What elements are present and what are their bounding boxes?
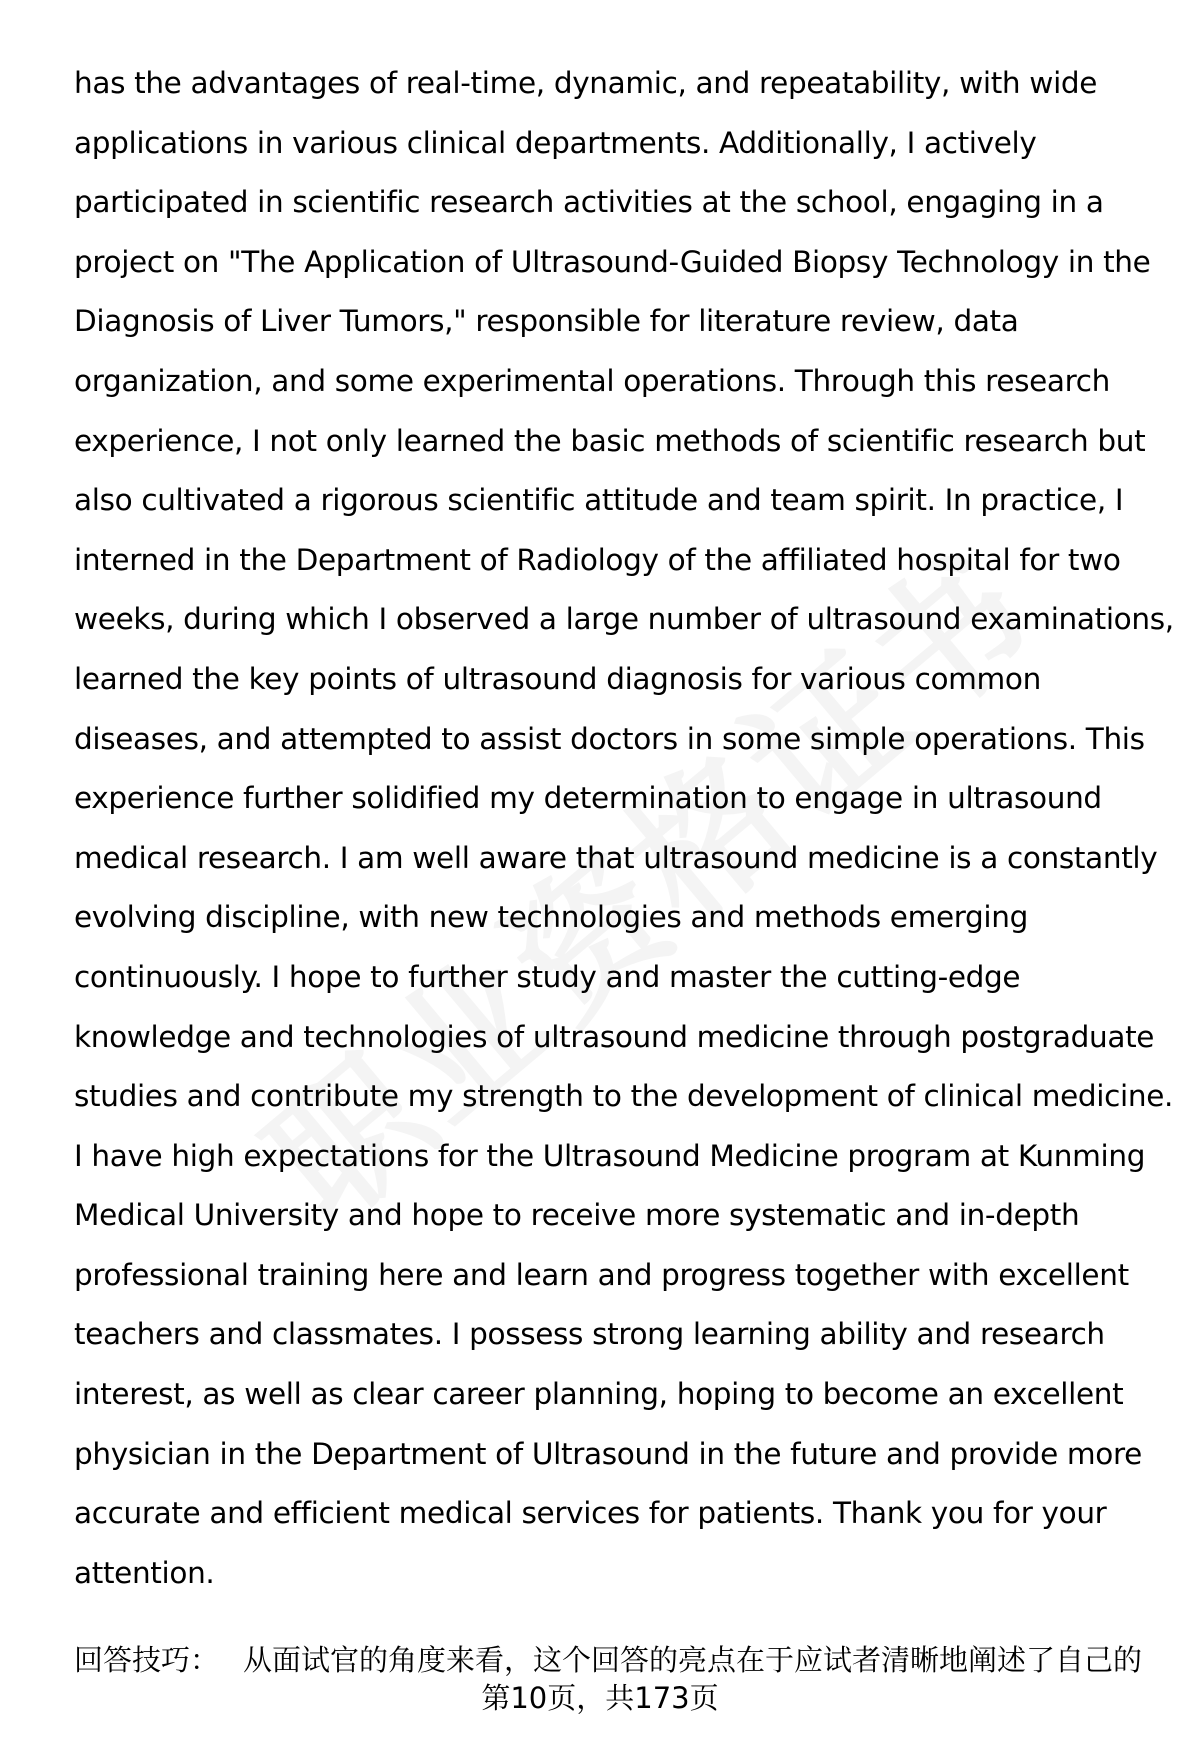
text-line: experience, I not only learned the basic methods of scientific research but: [74, 423, 1146, 458]
tip-text: 从面试官的角度来看，这个回答的亮点在于应试者清晰地阐述了自己的: [243, 1643, 1143, 1677]
text-line: teachers and classmates. I possess strong learning ability and research: [74, 1317, 1105, 1352]
tip-label: 回答技巧：: [74, 1643, 220, 1677]
text-line: Diagnosis of Liver Tumors," responsible for literature review, data: [74, 304, 1019, 339]
text-line: experience further solidified my determination to engage in ultrasound: [74, 781, 1102, 816]
text-line: applications in various clinical departments. Additionally, I actively: [74, 125, 1037, 160]
text-line: studies and contribute my strength to the development of clinical medicine.: [74, 1079, 1174, 1114]
answer-tip: [74, 1640, 1174, 1680]
text-line: learned the key points of ultrasound diagnosis for various common: [74, 661, 1041, 696]
text-line: participated in scientific research activities at the school, engaging in a: [74, 185, 1104, 220]
text-line: Medical University and hope to receive more systematic and in-depth: [74, 1198, 1080, 1233]
text-line: interest, as well as clear career planning, hoping to become an excellent: [74, 1377, 1124, 1412]
text-line: weeks, during which I observed a large number of ultrasound examinations,: [74, 602, 1174, 637]
page-number: 第10页，共173页: [481, 1681, 719, 1715]
text-line: diseases, and attempted to assist doctors in some simple operations. This: [74, 721, 1145, 756]
text-line: has the advantages of real-time, dynamic, and repeatability, with wide: [74, 66, 1098, 100]
text-line: physician in the Department of Ultrasound in the future and provide more: [74, 1436, 1142, 1471]
body-paragraph: [74, 54, 1174, 1603]
text-line: also cultivated a rigorous scientific attitude and team spirit. In practice, I: [74, 483, 1124, 518]
text-line: organization, and some experimental operations. Through this research: [74, 363, 1111, 398]
text-line: accurate and efficient medical services for patients. Thank you for your: [74, 1496, 1107, 1531]
text-line: project on "The Application of Ultrasound-Guided Biopsy Technology in the: [74, 244, 1151, 279]
text-line: interned in the Department of Radiology of the affiliated hospital for two: [74, 542, 1121, 577]
text-line: evolving discipline, with new technologies and methods emerging: [74, 900, 1028, 935]
text-line: continuously. I hope to further study and master the cutting-edge: [74, 959, 1021, 994]
text-line: attention.: [74, 1555, 215, 1590]
text-line: professional training here and learn and progress together with excellent: [74, 1257, 1129, 1292]
text-line: medical research. I am well aware that ultrasound medicine is a constantly: [74, 840, 1158, 875]
text-line: I have high expectations for the Ultrasound Medicine program at Kunming: [74, 1138, 1146, 1173]
text-line: knowledge and technologies of ultrasound medicine through postgraduate: [74, 1019, 1155, 1054]
